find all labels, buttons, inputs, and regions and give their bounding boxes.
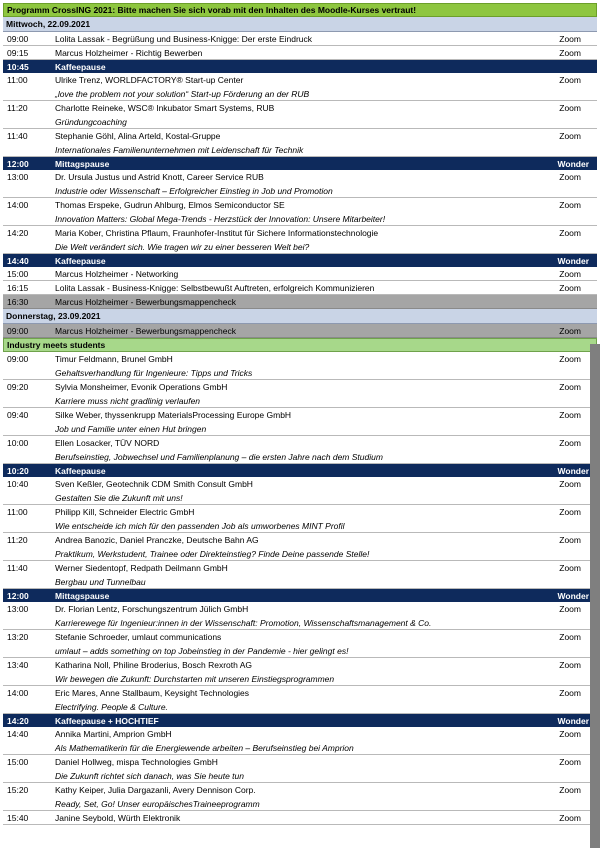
session-title: Charlotte Reineke, WSC® Inkubator Smart Systems, RUB	[55, 103, 275, 113]
session-location: Zoom	[559, 283, 581, 293]
session-time: 14:20	[7, 228, 29, 238]
session-title: Sven Keßler, Geotechnik CDM Smith Consult GmbH	[55, 479, 253, 489]
session-subtitle: Praktikum, Werkstudent, Trainee oder Direkteinstieg? Finde Deine passende Stelle!	[55, 549, 370, 559]
session-location: Zoom	[559, 660, 581, 670]
session-subtitle: Internationales Familienunternehmen mit Leidenschaft für Technik	[55, 145, 304, 155]
break-row	[3, 714, 597, 727]
session-location: Zoom	[559, 785, 581, 795]
session-time: 11:40	[7, 131, 28, 141]
schedule-row	[3, 686, 597, 714]
session-title: Stefanie Schroeder, umlaut communications	[55, 632, 222, 642]
session-time: 14:40	[7, 256, 29, 266]
session-time: 13:00	[7, 172, 29, 182]
session-time: 15:40	[7, 813, 29, 823]
session-location: Zoom	[559, 103, 581, 113]
session-location: Wonder	[557, 256, 589, 266]
session-title: Mittagspause	[55, 591, 110, 601]
session-subtitle: Industrie oder Wissenschaft – Erfolgreicher Einstieg in Job und Promotion	[55, 186, 333, 196]
session-time: 10:20	[7, 466, 29, 476]
session-subtitle: Gründungcoaching	[55, 117, 127, 127]
schedule-row	[3, 129, 597, 157]
schedule-row	[3, 658, 597, 686]
schedule-row	[3, 630, 597, 658]
session-title: Marcus Holzheimer - Richtig Bewerben	[55, 48, 203, 58]
day-header: Donnerstag, 23.09.2021	[3, 309, 597, 324]
session-location: Zoom	[559, 410, 581, 420]
session-time: 12:00	[7, 159, 29, 169]
session-title: Marcus Holzheimer - Networking	[55, 269, 179, 279]
session-location: Zoom	[559, 172, 581, 182]
session-time: 13:40	[7, 660, 29, 670]
session-time: 16:15	[7, 283, 29, 293]
schedule-row	[3, 352, 597, 380]
session-title: Annika Martini, Amprion GmbH	[55, 729, 172, 739]
session-title: Kaffeepause	[55, 466, 106, 476]
highlight-row	[3, 324, 597, 338]
session-location: Zoom	[559, 131, 581, 141]
session-subtitle: Karriere muss nicht gradlinig verlaufen	[55, 396, 201, 406]
session-location: Zoom	[559, 382, 581, 392]
session-title: Sylvia Monsheimer, Evonik Operations GmbH	[55, 382, 228, 392]
schedule-row	[3, 198, 597, 226]
session-subtitle: „love the problem not your solution“ Start-up Förderung an der RUB	[55, 89, 310, 99]
session-title: Kaffeepause + HOCHTIEF	[55, 716, 159, 726]
session-location: Zoom	[559, 688, 581, 698]
session-time: 09:00	[7, 354, 29, 364]
schedule-row	[3, 46, 597, 60]
session-title: Lolita Lassak - Begrüßung und Business-Knigge: Der erste Eindruck	[55, 34, 313, 44]
session-location: Zoom	[559, 48, 581, 58]
session-time: 10:00	[7, 438, 29, 448]
session-title: Ellen Losacker, TÜV NORD	[55, 438, 160, 448]
schedule-row	[3, 505, 597, 533]
session-location: Zoom	[559, 632, 581, 642]
session-subtitle: Innovation Matters: Global Mega-Trends - Herzstück der Innovation: Unsere Mitarbeiter!	[55, 214, 386, 224]
session-time: 11:00	[7, 507, 28, 517]
session-title: Thomas Erspeke, Gudrun Ahlburg, Elmos Semiconductor SE	[55, 200, 285, 210]
session-location: Zoom	[559, 438, 581, 448]
session-location: Zoom	[559, 200, 581, 210]
session-title: Stephanie Göhl, Alina Arteld, Kostal-Gruppe	[55, 131, 221, 141]
session-subtitle: Ready, Set, Go! Unser europäischesTraineeprogramm	[55, 799, 260, 809]
session-time: 10:45	[7, 62, 29, 72]
session-location: Zoom	[559, 729, 581, 739]
session-title: Janine Seybold, Würth Elektronik	[55, 813, 181, 823]
highlight-row	[3, 295, 597, 309]
session-title: Dr. Ursula Justus und Astrid Knott, Career Service RUB	[55, 172, 264, 182]
schedule-row	[3, 380, 597, 408]
session-title: Kaffeepause	[55, 256, 106, 266]
sheet-side-bar	[590, 344, 600, 848]
session-subtitle: Wie entscheide ich mich für den passenden Job als umworbenes MINT Profil	[55, 521, 345, 531]
session-time: 11:40	[7, 563, 28, 573]
session-subtitle: Die Welt verändert sich. Wie tragen wir zu einer besseren Welt bei?	[55, 242, 310, 252]
session-time: 09:20	[7, 382, 29, 392]
session-title: Eric Mares, Anne Stallbaum, Keysight Technologies	[55, 688, 250, 698]
schedule-row	[3, 226, 597, 254]
schedule-row	[3, 783, 597, 811]
session-time: 09:00	[7, 326, 29, 336]
session-subtitle: Job und Familie unter einen Hut bringen	[55, 424, 207, 434]
session-title: Daniel Hollweg, mispa Technologies GmbH	[55, 757, 218, 767]
session-location: Wonder	[557, 466, 589, 476]
session-title: Dr. Florian Lentz, Forschungszentrum Jülich GmbH	[55, 604, 249, 614]
session-location: Wonder	[557, 591, 589, 601]
session-subtitle: Karrierewege für Ingenieur:innen in der Wissenschaft: Promotion, Wissenschaftsmanagement & Co.	[55, 618, 432, 628]
session-time: 14:40	[7, 729, 29, 739]
session-location: Zoom	[559, 563, 581, 573]
session-subtitle: umlaut – adds something on top Jobeinstieg in der Pandemie - hier gelingt es!	[55, 646, 349, 656]
session-time: 14:00	[7, 688, 29, 698]
session-location: Zoom	[559, 354, 581, 364]
session-title: Mittagspause	[55, 159, 110, 169]
session-location: Zoom	[559, 326, 581, 336]
session-time: 09:40	[7, 410, 29, 420]
schedule-row	[3, 533, 597, 561]
schedule-row	[3, 755, 597, 783]
session-location: Zoom	[559, 604, 581, 614]
session-time: 15:20	[7, 785, 29, 795]
session-time: 15:00	[7, 269, 29, 279]
schedule-row	[3, 561, 597, 589]
schedule-row	[3, 436, 597, 464]
session-time: 14:00	[7, 200, 29, 210]
session-time: 11:20	[7, 103, 28, 113]
session-subtitle: Berufseinstieg, Jobwechsel und Familienplanung – die ersten Jahre nach dem Studium	[55, 452, 383, 462]
schedule-row	[3, 727, 597, 755]
session-time: 14:20	[7, 716, 29, 726]
break-row	[3, 254, 597, 267]
session-location: Zoom	[559, 507, 581, 517]
schedule-days	[3, 17, 597, 825]
break-row	[3, 464, 597, 477]
session-time: 11:00	[7, 75, 28, 85]
schedule-row	[3, 170, 597, 198]
session-title: Marcus Holzheimer - Bewerbungsmappencheck	[55, 297, 236, 307]
break-row	[3, 60, 597, 73]
session-subtitle: Als Mathematikerin für die Energiewende arbeiten – Berufseinstieg bei Amprion	[55, 743, 354, 753]
schedule-row	[3, 281, 597, 295]
session-subtitle: Gestalten Sie die Zukunft mit uns!	[55, 493, 183, 503]
schedule-row	[3, 477, 597, 505]
session-time: 15:00	[7, 757, 29, 767]
session-location: Zoom	[559, 34, 581, 44]
schedule-row	[3, 267, 597, 281]
session-location: Zoom	[559, 813, 581, 823]
schedule-sheet	[3, 3, 597, 825]
schedule-row	[3, 602, 597, 630]
session-time: 11:20	[7, 535, 28, 545]
session-time: 10:40	[7, 479, 29, 489]
schedule-row	[3, 32, 597, 46]
session-title: Silke Weber, thyssenkrupp MaterialsProcessing Europe GmbH	[55, 410, 292, 420]
session-title: Timur Feldmann, Brunel GmbH	[55, 354, 173, 364]
break-row	[3, 589, 597, 602]
session-time: 16:30	[7, 297, 29, 307]
session-location: Zoom	[559, 269, 581, 279]
session-time: 12:00	[7, 591, 29, 601]
break-row	[3, 157, 597, 170]
session-location: Zoom	[559, 535, 581, 545]
session-time: 13:00	[7, 604, 29, 614]
session-title: Andrea Banozic, Daniel Pranczke, Deutsche Bahn AG	[55, 535, 259, 545]
session-subtitle: Die Zukunft richtet sich danach, was Sie heute tun	[55, 771, 244, 781]
session-location: Zoom	[559, 228, 581, 238]
section-header: Industry meets students	[3, 338, 597, 352]
session-location: Wonder	[557, 159, 589, 169]
session-title: Katharina Noll, Philine Broderius, Bosch Rexroth AG	[55, 660, 253, 670]
session-title: Lolita Lassak - Business-Knigge: Selbstbewußt Auftreten, erfolgreich Kommunizieren	[55, 283, 375, 293]
session-title: Kaffeepause	[55, 62, 106, 72]
session-title: Marcus Holzheimer - Bewerbungsmappencheck	[55, 326, 236, 336]
session-location: Zoom	[559, 75, 581, 85]
session-subtitle: Bergbau und Tunnelbau	[55, 577, 146, 587]
session-subtitle: Wir bewegen die Zukunft: Durchstarten mit unseren Einstiegsprogrammen	[55, 674, 335, 684]
session-location: Wonder	[557, 716, 589, 726]
session-title: Ulrike Trenz, WORLDFACTORY® Start-up Center	[55, 75, 244, 85]
session-title: Philipp Kill, Schneider Electric GmbH	[55, 507, 195, 517]
session-title: Werner Siedentopf, Redpath Deilmann GmbH	[55, 563, 228, 573]
session-location: Zoom	[559, 757, 581, 767]
session-title: Maria Kober, Christina Pflaum, Fraunhofer-Institut für Sichere Informationstechnologie	[55, 228, 379, 238]
session-time: 13:20	[7, 632, 29, 642]
schedule-row	[3, 811, 597, 825]
session-time: 09:15	[7, 48, 29, 58]
session-title: Kathy Keiper, Julia Dargazanli, Avery Dennison Corp.	[55, 785, 256, 795]
session-subtitle: Electrifying. People & Culture.	[55, 702, 168, 712]
program-title: Programm CrossING 2021: Bitte machen Sie sich vorab mit den Inhalten des Moodle-Kurses vertraut!	[3, 3, 597, 17]
schedule-row	[3, 408, 597, 436]
session-location: Zoom	[559, 479, 581, 489]
day-header: Mittwoch, 22.09.2021	[3, 17, 597, 32]
session-subtitle: Gehaltsverhandlung für Ingenieure: Tipps und Tricks	[55, 368, 253, 378]
schedule-row	[3, 101, 597, 129]
session-time: 09:00	[7, 34, 29, 44]
schedule-row	[3, 73, 597, 101]
